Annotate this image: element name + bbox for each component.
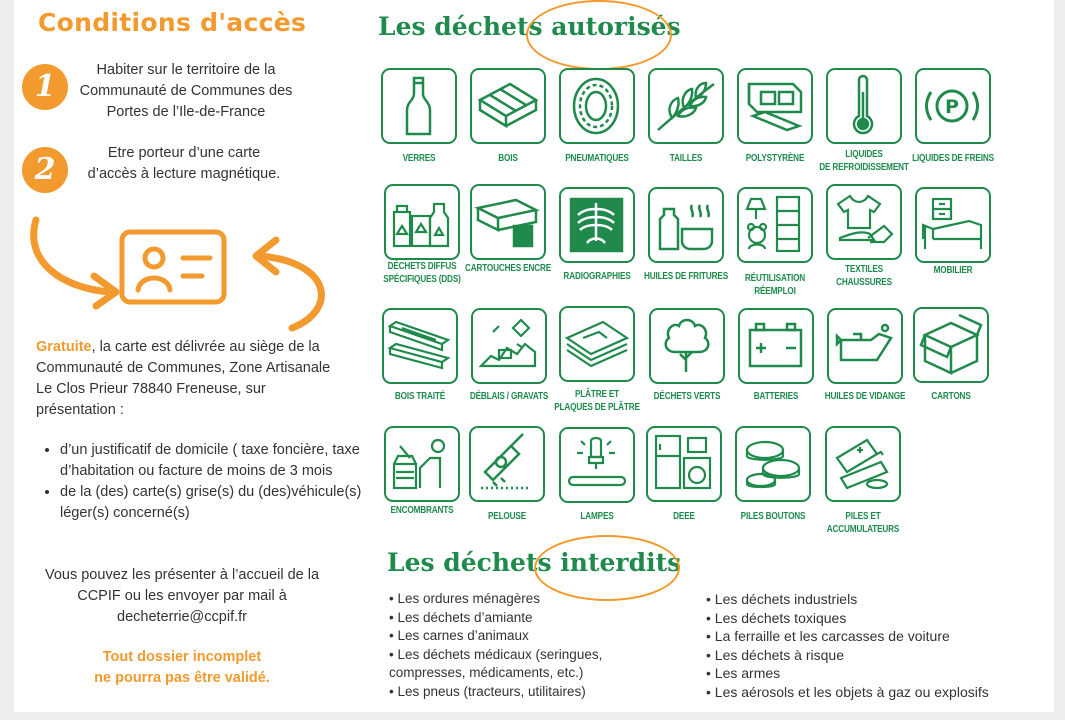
label-textiles: TEXTILES CHAUSSURES	[836, 264, 892, 288]
forbidden-title: Les déchets interdits	[387, 548, 682, 577]
label-bois-traite: BOIS TRAITÉ	[394, 391, 446, 402]
required-documents-list	[36, 440, 370, 524]
tile-liquides-freins	[915, 68, 991, 144]
list-item: • Les pneus (tracteurs, utilitaires)	[389, 683, 586, 699]
label-platre: PLÂTRE ET PLAQUES DE PLÂTRE	[554, 389, 640, 413]
label-piles-boutons: PILES BOUTONS	[740, 511, 806, 522]
chemicals-icon	[386, 186, 457, 257]
label-radiographies: RADIOGRAPHIES	[563, 271, 631, 282]
list-item: • d’un justificatif de domicile ( taxe foncière, taxe d’habitation ou facture de moins de 3 mois	[60, 440, 370, 482]
tile-bois	[470, 68, 546, 144]
tile-textiles	[826, 184, 902, 260]
appliances-icon	[648, 428, 719, 499]
step-2-text: Etre porteur d’une carte d’accès à lecture magnétique.	[87, 145, 281, 182]
list-item: • Les aérosols et les objets à gaz ou explosifs	[706, 683, 989, 700]
tile-polystyrene	[737, 68, 813, 144]
label-huiles-fritures: HUILES DE FRITURES	[643, 271, 729, 282]
list-item: • Les déchets médicaux (seringues,	[389, 646, 603, 662]
list-item: • Les déchets d’amiante	[389, 609, 533, 625]
step-2-badge: 2	[22, 147, 68, 193]
mower-icon	[471, 428, 542, 499]
list-item: • Les déchets à risque	[706, 646, 844, 663]
tile-reutilisation	[737, 187, 813, 263]
label-cartouches: CARTOUCHES ENCRE	[464, 263, 552, 274]
svg-text:P: P	[945, 96, 959, 118]
tile-piles-boutons	[735, 426, 811, 502]
label-tailles: TAILLES	[669, 153, 703, 164]
list-item: • de la (des) carte(s) grise(s) du (des)véhicule(s) léger(s) concerné(s)	[60, 482, 370, 524]
tile-lampes	[559, 427, 635, 503]
tile-pneumatiques	[559, 68, 635, 144]
list-item: • Les armes	[706, 665, 781, 682]
plaster-icon	[561, 308, 632, 379]
tile-piles-accumulateurs	[825, 426, 901, 502]
cartridge-icon	[472, 186, 543, 257]
tile-verres	[381, 68, 457, 144]
label-reutilisation: RÉUTILISATION RÉEMPLOI	[744, 273, 806, 297]
access-conditions-panel	[14, 0, 364, 712]
label-lampes: LAMPES	[580, 511, 614, 522]
label-liquides-freins: LIQUIDES DE FREINS	[912, 153, 994, 164]
label-cartons: CARTONS	[931, 391, 971, 402]
list-item: • La ferraille et les carcasses de voiture	[706, 628, 950, 645]
forbidden-list-right	[706, 590, 989, 702]
label-bois: BOIS	[498, 153, 518, 164]
tile-liquides-refroidissement	[826, 68, 902, 144]
furniture-icon	[917, 189, 988, 260]
tile-deblais	[471, 308, 547, 384]
label-encombrants: ENCOMBRANTS	[390, 505, 454, 516]
brake-icon	[917, 70, 988, 141]
step-1-text: Habiter sur le territoire de la Communauté de Communes des Portes de l’Ile-de-France	[79, 62, 293, 120]
label-piles-accumulateurs: PILES ET ACCUMULATEURS	[826, 511, 900, 535]
tile-radiographies	[559, 187, 635, 263]
list-item: • Les ordures ménagères	[389, 591, 541, 606]
list-item: • Les déchets toxiques	[706, 609, 847, 626]
treated-wood-icon	[384, 310, 455, 381]
label-pelouse: PELOUSE	[487, 511, 527, 522]
tile-dechets-verts	[649, 308, 725, 384]
xray-icon	[561, 189, 632, 260]
tile-pelouse	[469, 426, 545, 502]
bottle-icon	[383, 70, 454, 141]
thermometer-icon	[828, 70, 899, 141]
reuse-icon	[739, 189, 810, 260]
bulky-icon	[386, 428, 457, 499]
tile-mobilier	[915, 187, 991, 263]
tile-deee	[646, 426, 722, 502]
authorized-title: Les déchets autorisés	[378, 12, 681, 41]
tile-cartons	[913, 307, 989, 383]
button-cell-icon	[737, 428, 808, 499]
tile-platre	[559, 306, 635, 382]
tree-icon	[651, 310, 722, 381]
tile-batteries	[738, 308, 814, 384]
list-item: • Les carnes d’animaux	[389, 628, 529, 644]
rubble-icon	[473, 310, 544, 381]
tile-bois-traite	[382, 308, 458, 384]
battery-icon	[740, 310, 811, 381]
label-deee: DEEE	[673, 511, 695, 522]
textile-icon	[828, 186, 899, 257]
label-polystyrene: POLYSTYRÈNE	[745, 153, 805, 164]
label-dechets-verts: DÉCHETS VERTS	[653, 391, 721, 402]
step-1-badge: 1	[22, 64, 68, 110]
list-item: • Les déchets industriels	[706, 591, 858, 607]
list-item: compresses, médicaments, etc.)	[389, 665, 584, 681]
frying-oil-icon	[650, 189, 721, 260]
card-delivery-text: Gratuite, la carte est délivrée au siège de la Communauté de Communes, Zone Artisanale Le Clos Prieur 78840 Freneuse, sur présentation :	[36, 339, 331, 418]
tile-dds	[384, 184, 460, 260]
conditions-title: Conditions d'accès	[38, 8, 307, 37]
highlight-circle	[526, 0, 672, 70]
lamp-icon	[561, 429, 632, 500]
label-huiles-vidange: HUILES DE VIDANGE	[824, 391, 906, 402]
oil-can-icon	[829, 310, 900, 381]
access-card-icon	[20, 200, 350, 340]
tile-tailles	[648, 68, 724, 144]
info-sheet	[14, 0, 1054, 712]
pallet-icon	[472, 70, 543, 141]
label-batteries: BATTERIES	[753, 391, 799, 402]
batteries-icon	[827, 428, 898, 499]
incomplete-warning: Tout dossier incomplet ne pourra pas être validé.	[94, 649, 270, 686]
polystyrene-icon	[739, 70, 810, 141]
submission-text: Vous pouvez les présenter à l’accueil de la CCPIF ou les envoyer par mail à decheterrie@ccpif.fr	[44, 567, 320, 625]
forbidden-list-left	[389, 590, 602, 702]
tire-icon	[561, 70, 632, 141]
label-mobilier: MOBILIER	[933, 265, 973, 276]
label-dds: DÉCHETS DIFFUS SPÉCIFIQUES (DDS)	[383, 261, 461, 285]
tile-huiles-vidange	[827, 308, 903, 384]
branch-icon	[650, 70, 721, 141]
box-icon	[915, 309, 986, 380]
tile-huiles-fritures	[648, 187, 724, 263]
label-liquides-refroidissement: LIQUIDES DE REFROIDISSEMENT	[819, 149, 909, 173]
tile-cartouches	[470, 184, 546, 260]
label-pneumatiques: PNEUMATIQUES	[565, 153, 629, 164]
label-verres: VERRES	[402, 153, 436, 164]
tile-encombrants	[384, 426, 460, 502]
label-deblais: DÉBLAIS / GRAVATS	[469, 391, 549, 402]
